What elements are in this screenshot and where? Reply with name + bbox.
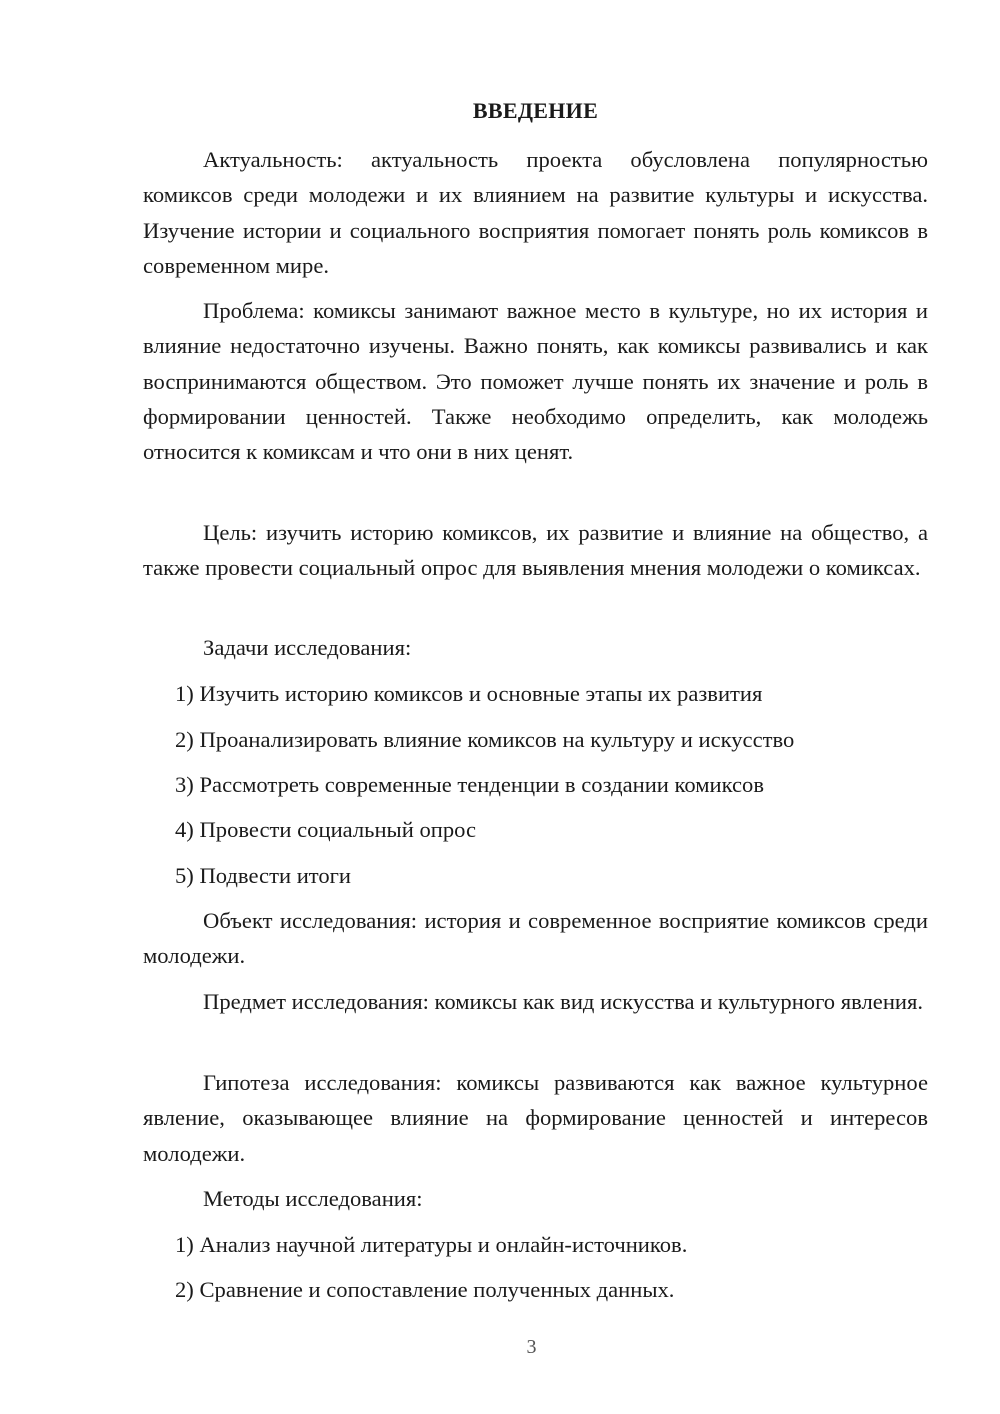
object-paragraph: Объект исследования: история и современное восприятие комиксов среди молодежи. [143,908,928,969]
relevance-paragraph: Актуальность: актуальность проекта обусловлена популярностью комиксов среди молодежи и их влиянием на развитие культуры и искусства. Изучение истории и социального восприятия помогает понять роль комиксов в современном мире. [143,147,928,278]
task-item-1: 1) Изучить историю комиксов и основные этапы их развития [175,681,763,706]
task-item-3: 3) Рассмотреть современные тенденции в создании комиксов [175,772,765,797]
hypothesis-paragraph: Гипотеза исследования: комиксы развиваются как важное культурное явление, оказывающее влияние на формирование ценностей и интересов молодежи. [143,1070,928,1166]
tasks-heading: Задачи исследования: [203,635,412,660]
task-item-2: 2) Проанализировать влияние комиксов на культуру и искусство [175,727,795,752]
task-item-4: 4) Провести социальный опрос [175,817,477,842]
methods-heading: Методы исследования: [203,1186,423,1211]
page-number: 3 [526,1336,537,1358]
document-page [143,0,928,1414]
problem-paragraph: Проблема: комиксы занимают важное место в культуре, но их история и влияние недостаточно изучены. Важно понять, как комиксы развивались и как воспринимаются обществом. Это поможет лучше понять их значение и роль в формировании ценностей. Также необходимо определить, как молодежь относится к комиксам и что они в них ценят. [143,298,928,465]
method-item-1: 1) Анализ научной литературы и онлайн-источников. [175,1232,688,1257]
goal-paragraph: Цель: изучить историю комиксов, их развитие и влияние на общество, а также провести социальный опрос для выявления мнения молодежи о комиксах. [143,520,928,581]
task-item-5: 5) Подвести итоги [175,863,352,888]
subject-paragraph: Предмет исследования: комиксы как вид искусства и культурного явления. [203,989,924,1014]
page-title: ВВЕДЕНИЕ [472,98,599,123]
method-item-2: 2) Сравнение и сопоставление полученных данных. [175,1277,675,1302]
